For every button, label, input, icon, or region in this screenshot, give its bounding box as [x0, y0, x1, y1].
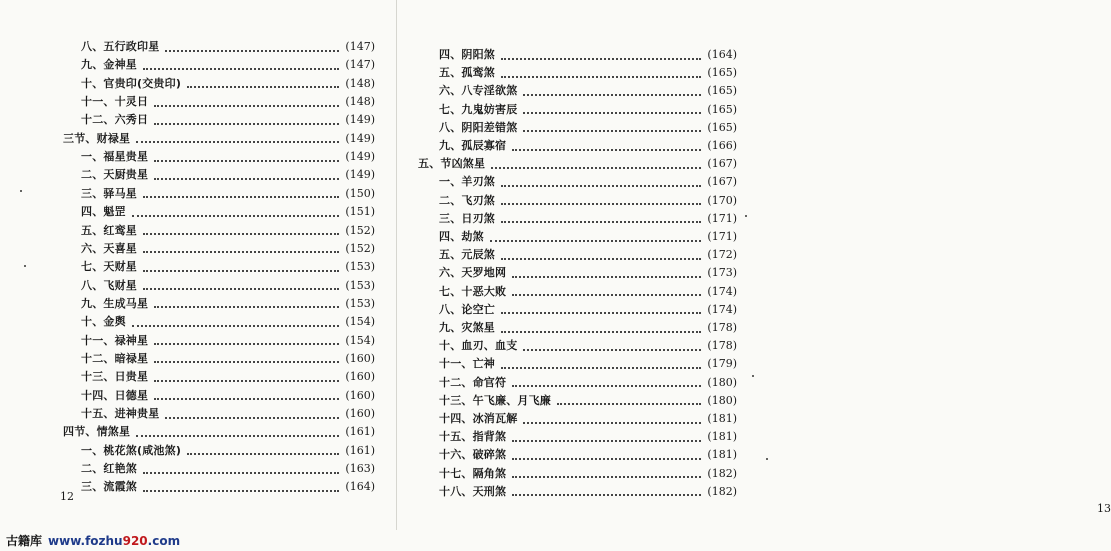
- toc-entry-title: 十、官贵印(交贵印): [81, 76, 182, 90]
- toc-entry-page: (178): [707, 321, 737, 334]
- toc-entry: [81, 222, 375, 240]
- toc-entry: [81, 240, 375, 258]
- toc-entry: [81, 332, 375, 350]
- toc-entry: [63, 423, 375, 441]
- dot-leader: [501, 330, 701, 333]
- toc-entry-title: 十一、亡神: [439, 357, 495, 371]
- toc-entry: [81, 295, 375, 313]
- toc-entry-page: (180): [707, 375, 737, 389]
- dot-leader: [143, 250, 339, 253]
- toc-entry: [439, 210, 737, 228]
- watermark-suffix: .com: [147, 533, 181, 548]
- toc-entry-page: (160): [345, 407, 375, 420]
- toc-entry-page: (147): [345, 58, 375, 72]
- toc-entry: [439, 428, 737, 446]
- toc-entry-title: 七、十恶大败: [439, 284, 507, 298]
- toc-entry-title: 三节、财禄星: [63, 131, 131, 145]
- toc-entry: [81, 75, 375, 93]
- dot-leader: [512, 439, 701, 442]
- toc-entry: [439, 374, 737, 392]
- dot-leader: [501, 311, 701, 314]
- toc-entry-title: 十四、日德星: [81, 388, 149, 402]
- toc-entry-title: 十、金舆: [81, 315, 126, 329]
- dot-leader: [501, 257, 701, 260]
- toc-entry-title: 十二、命官符: [439, 375, 507, 389]
- watermark-prefix: 古籍库: [6, 534, 43, 548]
- toc-entry-page: (153): [345, 296, 375, 310]
- watermark-number: 920: [122, 533, 148, 548]
- toc-entry: [439, 119, 737, 137]
- toc-entry: [81, 111, 375, 129]
- toc-entry: [439, 46, 737, 64]
- toc-entry: [439, 410, 737, 428]
- dot-leader: [501, 366, 701, 369]
- toc-entry-page: (181): [707, 412, 737, 425]
- toc-entry-title: 十三、日贵星: [81, 370, 149, 384]
- scan-speck: [752, 375, 754, 377]
- toc-entry-page: (149): [345, 113, 375, 127]
- toc-entry-title: 六、八专淫欲煞: [439, 84, 518, 98]
- dot-leader: [154, 397, 339, 400]
- toc-entry-page: (160): [345, 388, 375, 402]
- dot-leader: [491, 166, 701, 169]
- toc-entry-page: (178): [707, 339, 737, 353]
- dot-leader: [512, 148, 701, 151]
- toc-entry-page: (148): [345, 76, 375, 90]
- toc-entry: [81, 185, 375, 203]
- dot-leader: [523, 348, 701, 351]
- toc-entry: [81, 460, 375, 478]
- toc-entry-title: 四节、情煞星: [63, 425, 131, 439]
- toc-entry: [81, 442, 375, 460]
- toc-entry-page: (149): [345, 168, 375, 182]
- toc-entry-title: 三、日刃煞: [439, 211, 495, 225]
- toc-entry: [81, 478, 375, 496]
- toc-entry-page: (161): [345, 443, 375, 457]
- toc-entry: [81, 93, 375, 111]
- toc-entry-page: (148): [345, 95, 375, 109]
- toc-entry: [439, 264, 737, 282]
- toc-entry: [439, 465, 737, 483]
- toc-entry-page: (165): [707, 102, 737, 116]
- toc-entry-page: (150): [345, 186, 375, 200]
- dot-leader: [154, 159, 339, 162]
- dot-leader: [501, 75, 701, 78]
- toc-entry: [439, 192, 737, 210]
- left-page: [0, 0, 396, 530]
- page-number-right: 13: [1097, 502, 1111, 515]
- dot-leader: [512, 457, 701, 460]
- watermark-domain: www.fozhu: [48, 533, 123, 548]
- toc-entry-page: (153): [345, 260, 375, 274]
- toc-entry-page: (165): [707, 120, 737, 134]
- toc-entry-title: 二、飞刃煞: [439, 193, 495, 207]
- dot-leader: [512, 384, 701, 387]
- dot-leader: [512, 493, 701, 496]
- toc-entry: [81, 38, 375, 56]
- dot-leader: [501, 220, 701, 223]
- toc-entry-title: 十六、破碎煞: [439, 448, 507, 462]
- scan-speck: [766, 458, 768, 460]
- dot-leader: [490, 239, 702, 242]
- dot-leader: [154, 305, 339, 308]
- toc-entry-page: (153): [345, 278, 375, 292]
- toc-entry-page: (165): [707, 66, 737, 80]
- toc-entry-title: 十二、六秀日: [81, 113, 149, 127]
- toc-entry: [439, 319, 737, 337]
- toc-entry-title: 十四、冰消瓦解: [439, 412, 518, 425]
- toc-entry: [439, 64, 737, 82]
- toc-entry-title: 五、孤鸾煞: [439, 66, 495, 80]
- toc-entry: [439, 173, 737, 191]
- toc-entry: [81, 148, 375, 166]
- toc-entry: [81, 277, 375, 295]
- toc-entry-page: (154): [345, 333, 375, 347]
- dot-leader: [523, 421, 701, 424]
- toc-entry-title: 十三、午飞廉、月飞廉: [439, 393, 551, 407]
- toc-entry-page: (154): [345, 315, 375, 329]
- dot-leader: [132, 324, 340, 327]
- toc-entry-title: 十二、暗禄星: [81, 351, 149, 365]
- toc-entry-title: 七、九鬼妨害辰: [439, 102, 518, 116]
- toc-entry-title: 十七、隔角煞: [439, 466, 507, 480]
- toc-entry: [439, 483, 737, 501]
- toc-entry-page: (160): [345, 351, 375, 365]
- toc-entry-page: (167): [707, 175, 737, 189]
- scan-speck: [20, 190, 22, 192]
- dot-leader: [143, 287, 339, 290]
- dot-leader: [143, 195, 339, 198]
- dot-leader: [143, 269, 339, 272]
- dot-leader: [165, 416, 339, 419]
- toc-entry: [81, 368, 375, 386]
- toc-entry-title: 九、灾煞星: [439, 321, 495, 334]
- dot-leader: [132, 214, 340, 217]
- dot-leader: [512, 293, 701, 296]
- toc-entry-title: 四、劫煞: [439, 230, 484, 243]
- site-watermark: [0, 530, 793, 551]
- toc-entry-title: 十八、天刑煞: [439, 484, 507, 498]
- toc-entry-title: 一、福星贵星: [81, 150, 149, 164]
- dot-leader: [154, 177, 339, 180]
- toc-entry-page: (160): [345, 370, 375, 384]
- toc-entry: [81, 56, 375, 74]
- toc-entry: [81, 203, 375, 221]
- toc-entry-title: 十、血刃、血支: [439, 339, 518, 353]
- toc-entry-page: (173): [707, 266, 737, 280]
- toc-entry-page: (152): [345, 223, 375, 237]
- toc-entry-page: (151): [345, 205, 375, 219]
- dot-leader: [501, 57, 701, 60]
- toc-entry: [439, 228, 737, 246]
- toc-entry: [63, 130, 375, 148]
- dot-leader: [154, 104, 339, 107]
- toc-entry: [81, 350, 375, 368]
- scan-speck: [24, 265, 26, 267]
- toc-entry-page: (165): [707, 84, 737, 98]
- dot-leader: [512, 275, 701, 278]
- dot-leader: [187, 85, 339, 88]
- toc-entry: [439, 82, 737, 100]
- dot-leader: [136, 434, 339, 437]
- toc-entry-title: 三、流霞煞: [81, 480, 137, 494]
- toc-entry: [81, 166, 375, 184]
- toc-entry-page: (171): [707, 211, 737, 225]
- dot-leader: [154, 122, 339, 125]
- toc-entry-title: 十五、进神贵星: [81, 407, 160, 420]
- toc-entry-title: 九、孤辰寡宿: [439, 139, 507, 152]
- toc-entry: [439, 355, 737, 373]
- dot-leader: [501, 184, 701, 187]
- toc-entry-title: 四、魁罡: [81, 205, 126, 219]
- toc-entry-page: (149): [345, 131, 375, 145]
- dot-leader: [187, 452, 339, 455]
- toc-entry-page: (164): [707, 48, 737, 61]
- toc-entry-page: (152): [345, 241, 375, 255]
- toc-entry-page: (172): [707, 248, 737, 262]
- dot-leader: [501, 202, 701, 205]
- toc-entry: [439, 101, 737, 119]
- toc-entry-title: 五、元辰煞: [439, 248, 495, 262]
- right-page: [397, 0, 1111, 530]
- toc-entry-title: 八、五行政印星: [81, 40, 160, 53]
- toc-entry-page: (174): [707, 284, 737, 298]
- dot-leader: [165, 49, 339, 52]
- toc-entry: [439, 137, 737, 155]
- dot-leader: [523, 93, 701, 96]
- toc-entry-title: 八、飞财星: [81, 278, 137, 292]
- toc-entry-page: (179): [707, 357, 737, 371]
- toc-entry-title: 五、红鸾星: [81, 223, 137, 237]
- toc-entry-title: 六、天罗地网: [439, 266, 507, 280]
- toc-entry-page: (180): [707, 393, 737, 407]
- toc-entry-page: (163): [345, 462, 375, 476]
- toc-entry-title: 三、驿马星: [81, 186, 137, 200]
- dot-leader: [523, 129, 701, 132]
- toc-entry: [418, 155, 737, 173]
- toc-entry-page: (147): [345, 40, 375, 53]
- toc-entry-page: (166): [707, 139, 737, 152]
- toc-entry-title: 五、节凶煞星: [418, 157, 486, 171]
- dot-leader: [143, 471, 339, 474]
- toc-entry-page: (170): [707, 193, 737, 207]
- toc-entry-page: (182): [707, 484, 737, 498]
- toc-entry: [81, 405, 375, 423]
- toc-entry-title: 九、生成马星: [81, 296, 149, 310]
- dot-leader: [143, 232, 339, 235]
- toc-entry-title: 八、阴阳差错煞: [439, 120, 518, 134]
- toc-entry: [81, 387, 375, 405]
- toc-entry-title: 二、红艳煞: [81, 462, 137, 476]
- toc-entry-page: (171): [707, 230, 737, 243]
- toc-entry-title: 六、天喜星: [81, 241, 137, 255]
- toc-entry-page: (167): [707, 157, 737, 171]
- toc-entry-page: (181): [707, 430, 737, 444]
- dot-leader: [523, 111, 701, 114]
- dot-leader: [512, 475, 701, 478]
- toc-entry: [81, 313, 375, 331]
- toc-entry: [439, 301, 737, 319]
- dot-leader: [557, 402, 701, 405]
- toc-entry: [439, 337, 737, 355]
- toc-entry-title: 九、金神星: [81, 58, 137, 72]
- toc-entry: [439, 283, 737, 301]
- toc-entry-title: 十一、禄神星: [81, 333, 149, 347]
- toc-entry-title: 四、阴阳煞: [439, 48, 495, 61]
- toc-entry-title: 八、论空亡: [439, 302, 495, 316]
- toc-entry-title: 一、羊刃煞: [439, 175, 495, 189]
- dot-leader: [154, 360, 339, 363]
- toc-entry-title: 七、天财星: [81, 260, 137, 274]
- toc-entry-title: 二、天厨贵星: [81, 168, 149, 182]
- toc-entry-page: (174): [707, 302, 737, 316]
- scan-speck: [745, 215, 747, 217]
- toc-entry: [439, 392, 737, 410]
- dot-leader: [143, 489, 339, 492]
- toc-entry-page: (182): [707, 466, 737, 480]
- toc-entry-page: (161): [345, 425, 375, 439]
- toc-entry-title: 一、桃花煞(咸池煞): [81, 443, 182, 457]
- toc-entry-title: 十一、十灵日: [81, 95, 149, 109]
- toc-entry: [81, 258, 375, 276]
- dot-leader: [154, 379, 339, 382]
- dot-leader: [154, 342, 339, 345]
- toc-entry-page: (164): [345, 480, 375, 494]
- page-number-left: 12: [60, 490, 74, 503]
- toc-entry: [439, 246, 737, 264]
- toc-entry-title: 十五、指背煞: [439, 430, 507, 444]
- toc-entry-page: (181): [707, 448, 737, 462]
- dot-leader: [143, 67, 339, 70]
- toc-entry: [439, 446, 737, 464]
- dot-leader: [136, 140, 339, 143]
- toc-entry-page: (149): [345, 150, 375, 164]
